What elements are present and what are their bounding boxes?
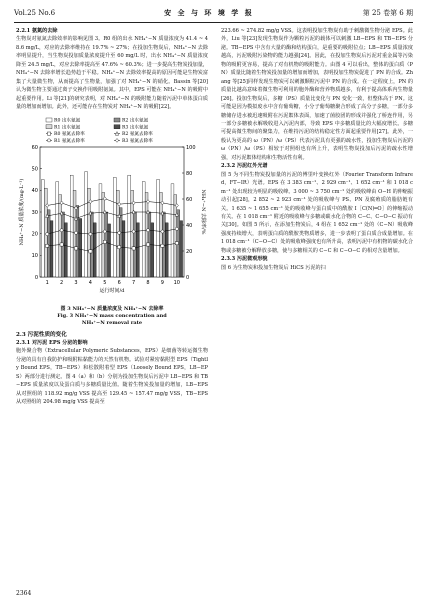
bar-2	[102, 192, 105, 277]
legend-label: R2 氨氮去除率	[122, 131, 153, 137]
figure-3-caption	[16, 306, 208, 327]
bar-3	[90, 212, 93, 277]
legend-marker	[47, 132, 50, 135]
paragraph-eps: 胞外聚合物（Extracellular Polymeric Substances，EPS）是细菌等转运微生物分泌的具有自我防护和吸附粘黏能力的天然有机物。试验对紧密黏附型 EPS（Tightly Bound EPS，TB−EPS）和松散附着型 EPS（Loosely Bound EPS，LB−EPS）两部分进行测定。图 4（a）和（b）分别为投加生物炭后污泥中 LB−EPS 和 TB−EPS 质量浓度以及蛋白质与多糖质量比值。随着生物炭投加量的增加，LB−EPS 从对照组的 118.92 mg/g VSS 提高至 129.45 ~ 157.47 mg/g VSS，TB−EPS 从对照组的 204.98 mg/g VSS 提高至	[16, 348, 208, 406]
paragraph-eps-continued: 223.66 ~ 274.82 mg/g VSS。这表明投加生物炭有助于刺激微生物分泌 EPS。此外，Liu 等[23]发现生物炭作为颗粒污泥的载体可以刺激 LB−EPS 和 TB−EPS 分泌。TB−EPS 中含有大量的酶和结构蛋白，是重要的吸附位点；LB−EPS 质量浓度越高，污泥吸附污染物的能力越强[24]。因此，在投加生物炭后污泥对重金属等污染物的吸附更容易，提高了对有机物的吸附能力。由图 4 可以看出，整体的蛋白质（PN）质量比随着生物炭投加量的增加而增加，表明投加生物炭促进了 PN 的合成。Zhang 等[25]同样发现生物炭可以刺激颗粒污泥中 PN 的合成。在一定程度上，PN 的质量比越高意味着微生物可利用的胞外酶和营养物质越多，有利于提高体系内生物量[26]。投加生物炭后，多糖（PS）质量比变化与 PN 变化一致，但整体高于 PN。这可能是因为模拟废水中含有葡萄糖，小分子葡萄糖聚合形成了高分子多糖，一部分多糖储存进水被迅速吸附在污泥絮体表面，加速了菌胶团的形成并强化了桥连作用，另一部分多糖被水解吸收进入污泥内部，导致 EPS 中多糖质量比的大幅度增长。多糖可提高微生物间的聚集力，在维持污泥的结构稳定性方面起重要作用[27]。此外，一般认为更高的 ω（PN）/ω（PS）代表污泥具有更强的疏水性，投加生物炭后污泥的 ω（PN）/ω（PS）相较于对照组也有所上升，表明生物炭投加后污泥的疏水性增强，对污泥絮体结构和生物活性有利。	[221, 28, 413, 161]
figure-3-caption-en-2: NH₄⁺−N removal rate	[81, 319, 143, 326]
legend-swatch	[46, 124, 52, 128]
figure-3	[16, 115, 208, 305]
point-series-1	[89, 249, 92, 252]
point-series-1	[46, 244, 49, 247]
paragraph-ammonia: 生物炭对氨氮去除效率的影响见图 3。R0 组的出水 NH₄⁺−N 质量浓度为 41.4 ~ 48.6 mg/L，对应的去除率维持在 19.7% ~ 27%；在投加生物炭后，NH₄⁺−N 去除率明显提升，当生物炭投加质量浓度提升至 60 mg/L 时，出水 NH₄⁺−N 质量浓度降至 24.5 mg/L，对应去除率提高至 47.6% ~ 60.3%；进一步提高生物炭投加量，NH₄⁺−N 去除率增长趋势趋于平稳。NH₄⁺−N 去除效率提高的原因可能是生物炭富集了大量微生物，从而提高了生物量，加强了对 NH₄⁺−N 的硝化。Bassin 等[20]认为微生物主要通过离子交换作用吸附氨氮。其中，EPS 可能在 NH₄⁺−N 的吸附中起重要作用。Li 等[21]的研究表明，对 NH₄⁺−N 的吸附能力随着污泥中单体蛋白质量的增加而增加。此外，还可能存在生物炭对 NH₄⁺−N 的吸附[22]。	[16, 36, 208, 111]
y-left-tick-label: 0	[34, 274, 38, 281]
y-left-tick-label: 20	[31, 230, 38, 237]
bar-1	[128, 175, 131, 277]
section-heading-2-3-3: 2.3.3 污泥微观形貌	[221, 256, 268, 263]
bar-4	[180, 220, 183, 276]
bar-2	[145, 192, 148, 277]
bar-1	[41, 179, 44, 277]
y-axis-label-right: NH₄⁺−N 去除率/%	[200, 189, 206, 235]
x-tick-label: 8	[146, 279, 150, 286]
x-tick-label: 7	[132, 279, 136, 286]
x-axis-label: 运行时间/d	[99, 287, 125, 294]
point-series-1	[175, 241, 178, 244]
legend-label: R0 出水氨氮	[54, 118, 81, 124]
section-heading-2-3: 2.3 污泥性质的变化	[16, 331, 67, 338]
point-series-2	[89, 232, 92, 235]
bar-3	[105, 212, 108, 277]
point-series-2	[118, 231, 121, 234]
bar-3	[119, 207, 122, 276]
y-right-tick-label: 20	[186, 248, 193, 255]
point-series-2	[161, 229, 164, 232]
legend-swatch	[114, 118, 120, 122]
x-tick-label: 6	[117, 279, 121, 286]
point-series-2	[46, 232, 49, 235]
running-header	[14, 6, 413, 20]
y-axis-label-left: NH₄⁺−N 质量浓度/(mg·L⁻¹)	[19, 178, 25, 245]
figure-3-caption-cn: 图 3 NH₄⁺−N 质量浓度及 NH₄⁺−N 去除率	[60, 305, 164, 312]
bar-1	[56, 181, 59, 276]
x-tick-label: 9	[160, 279, 164, 286]
legend-marker	[115, 138, 118, 142]
y-left-tick-label: 10	[31, 252, 38, 259]
header-journal-title: 安 全 与 环 境 学 报	[164, 8, 254, 17]
legend-marker	[47, 138, 50, 141]
header-rule	[14, 22, 413, 23]
x-tick-label: 2	[60, 279, 64, 286]
section-heading-2-3-2: 2.3.2 污泥红外光谱	[221, 163, 268, 170]
bar-3	[47, 209, 50, 276]
point-series-2	[146, 228, 149, 231]
x-tick-label: 1	[45, 279, 49, 286]
bar-4	[93, 222, 96, 276]
bar-3	[76, 205, 79, 277]
y-right-tick-label: 60	[186, 196, 193, 203]
right-column	[221, 27, 413, 272]
point-series-1	[146, 242, 149, 245]
legend-label: R0 氨氮去除率	[54, 131, 85, 137]
bar-1	[157, 179, 160, 277]
y-left-tick-label: 50	[31, 165, 38, 172]
point-series-2	[103, 229, 106, 232]
paragraph-ftir: 图 5 为不同生物炭投加量的污泥的傅里叶变换红外（Fourier Transform Infrared，FT−IR）光谱。EPS 在 3 383 cm⁻¹、2 929 cm⁻¹、1 652 cm⁻¹ 和 1 018 cm⁻¹ 处出现较为明显的吸收峰。3 000 ~ 3 750 cm⁻¹ 处的吸收峰由 O−H 的伸缩振动引起[28]，2 852 ~ 2 923 cm⁻¹ 处的吸收峰与 PS、PN 及腐殖质的脂肪链有关。1 635 ~ 1 655 cm⁻¹ 处的吸收峰与蛋白质中的酰胺 I［C(N)═O］的伸缩振动有关。在 1 018 cm⁻¹ 附近的吸收峰与多糖或碳水化合物的 C−C、C−O−C 振动有关[30]。如图 5 所示，在添加生物炭后，4 组在 1 652 cm⁻¹ 处的（C−N）吸收峰强度持续增大，表明蛋白质的酰胺类物质增多，进一步表明了蛋白质合成量增加。在 1 018 cm⁻¹（C−O−C）处的吸收峰强度也有所升高，表明污泥中有机物的碳水化合物或多糖被分解释放多糖，使与多糖相关的 C−C 和 C−O−C 的相对含量增加。	[221, 171, 413, 254]
bar-1	[70, 175, 73, 277]
point-series-1	[60, 242, 63, 245]
legend-label: R1 氨氮去除率	[54, 138, 85, 144]
bar-3	[134, 212, 137, 277]
y-left-tick-label: 30	[31, 209, 38, 216]
section-heading-2-2-1: 2.2.1 氨氮的去除	[16, 28, 58, 34]
page-number: 2364	[16, 590, 32, 597]
point-series-2	[175, 227, 178, 230]
point-series-1	[103, 240, 106, 243]
bar-1	[171, 183, 174, 276]
point-series-1	[132, 246, 135, 249]
x-tick-label: 10	[173, 279, 180, 286]
x-tick-label: 3	[74, 279, 78, 286]
y-right-tick-label: 80	[186, 170, 193, 177]
bar-1	[99, 183, 102, 276]
left-column	[16, 27, 208, 407]
point-series-2	[60, 228, 63, 231]
x-tick-label: 4	[88, 279, 92, 286]
section-heading-2-3-1: 2.3.1 对污泥 EPS 分泌的影响	[16, 339, 88, 346]
point-series-2	[74, 231, 77, 234]
legend-label: R2 出水氨氮	[122, 118, 149, 124]
paragraph-morphology: 图 6 为生物炭和投加生物炭后 HiCS 污泥的扫	[221, 264, 326, 271]
y-right-tick-label: 0	[186, 274, 190, 281]
point-series-2	[132, 229, 135, 232]
legend-swatch	[46, 118, 52, 122]
point-series-1	[74, 246, 77, 249]
header-volume: Vol.25 No.6	[14, 9, 56, 17]
legend-label: R1 出水氨氮	[54, 124, 81, 130]
y-right-tick-label: 100	[186, 144, 196, 151]
figure-3-caption-en-1: Fig. 3 NH₄⁺−N mass concentration and	[57, 312, 167, 319]
point-series-1	[118, 245, 121, 248]
bar-1	[142, 181, 145, 276]
legend-label: R3 出水氨氮	[122, 124, 149, 130]
y-right-tick-label: 40	[186, 222, 193, 229]
bar-4	[50, 220, 53, 276]
legend-swatch	[114, 124, 120, 128]
y-left-tick-label: 60	[31, 144, 38, 151]
bar-4	[151, 222, 154, 276]
bar-2	[59, 194, 62, 276]
header-issue: 第 25 卷第 6 期	[362, 9, 413, 17]
y-left-tick-label: 40	[31, 187, 38, 194]
figure-3-chart	[16, 115, 208, 305]
point-series-1	[161, 244, 164, 247]
bar-1	[113, 177, 116, 277]
bar-4	[79, 218, 82, 277]
legend-label: R3 氨氮去除率	[122, 138, 153, 144]
bar-1	[85, 171, 88, 276]
bar-4	[122, 220, 125, 276]
x-tick-label: 5	[103, 279, 107, 286]
bar-2	[160, 192, 163, 277]
